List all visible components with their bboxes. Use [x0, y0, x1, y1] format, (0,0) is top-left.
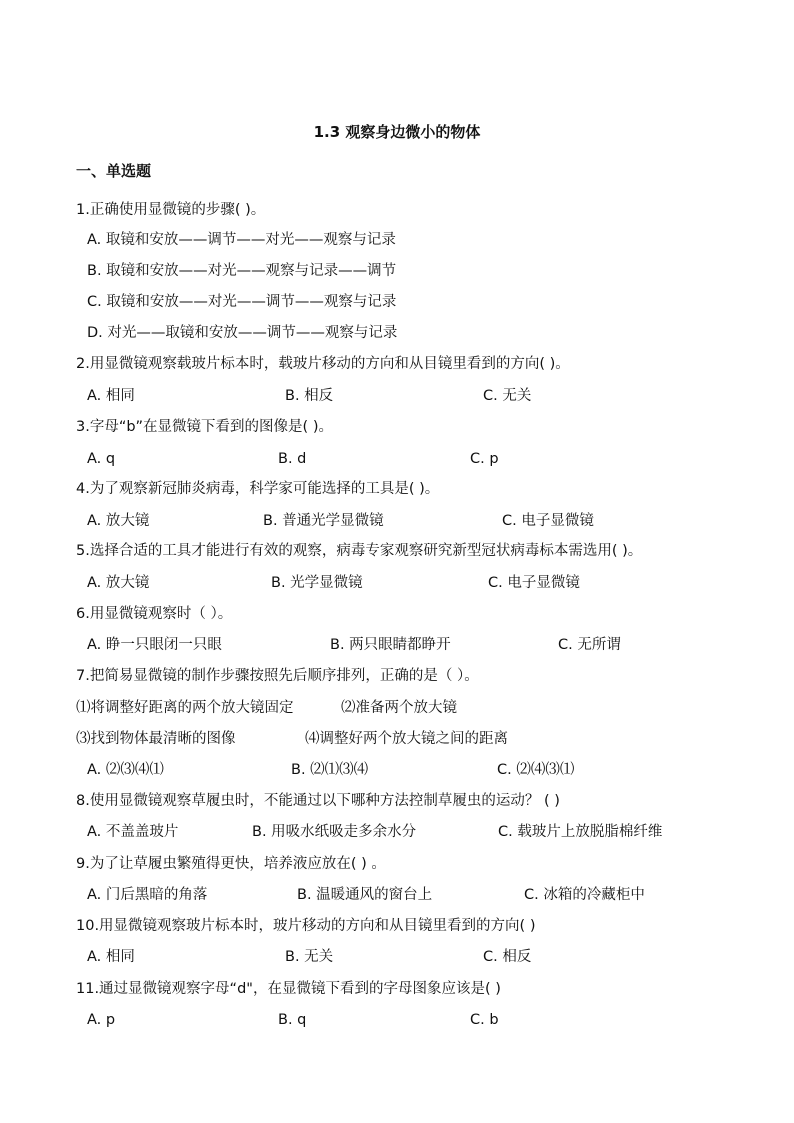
- question-11-stem: 11.通过显微镜观察字母“d"，在显微镜下看到的字母图象应该是( ): [76, 981, 501, 997]
- question-8-option-a: A. 不盖盖玻片: [87, 824, 179, 840]
- question-6-option-b: B. 两只眼睛都睁开: [330, 637, 451, 653]
- question-7-step-3: ⑶找到物体最清晰的图像: [76, 731, 236, 747]
- question-10-option-b: B. 无关: [285, 949, 334, 965]
- page-title: 1.3 观察身边微小的物体: [313, 123, 481, 141]
- question-6-option-c: C. 无所谓: [558, 637, 621, 653]
- question-7-step-1: ⑴将调整好距离的两个放大镜固定: [76, 700, 294, 716]
- question-1-stem: 1.正确使用显微镜的步骤( )。: [76, 202, 266, 218]
- question-4-option-b: B. 普通光学显微镜: [263, 513, 384, 529]
- question-8-option-c: C. 载玻片上放脱脂棉纤维: [498, 824, 663, 840]
- question-6-stem: 6.用显微镜观察时（ ）。: [76, 606, 233, 622]
- question-9-option-a: A. 门后黑暗的角落: [87, 887, 208, 903]
- question-9-option-c: C. 冰箱的冷藏柜中: [524, 887, 645, 903]
- question-4-option-c: C. 电子显微镜: [502, 513, 594, 529]
- question-7-stem: 7.把简易显微镜的制作步骤按照先后顺序排列，正确的是（ ）。: [76, 668, 479, 684]
- question-7-step-2: ⑵准备两个放大镜: [341, 700, 457, 716]
- question-5-option-a: A. 放大镜: [87, 575, 150, 591]
- question-8-stem: 8.使用显微镜观察草履虫时，不能通过以下哪种方法控制草履虫的运动？ ( ): [76, 793, 560, 809]
- question-2-stem: 2.用显微镜观察载玻片标本时，载玻片移动的方向和从目镜里看到的方向( )。: [76, 356, 570, 372]
- question-7-option-a: A. ⑵⑶⑷⑴: [87, 762, 164, 778]
- question-1-option-d: D. 对光——取镜和安放——调节——观察与记录: [87, 325, 398, 341]
- question-6-option-a: A. 睁一只眼闭一只眼: [87, 637, 222, 653]
- question-3-stem: 3.字母“b”在显微镜下看到的图像是( )。: [76, 419, 333, 435]
- question-11-option-c: C. b: [470, 1012, 499, 1028]
- question-1-option-b: B. 取镜和安放——对光——观察与记录——调节: [87, 263, 397, 279]
- question-7-option-c: C. ⑵⑷⑶⑴: [497, 762, 575, 778]
- question-5-stem: 5.选择合适的工具才能进行有效的观察，病毒专家观察研究新型冠状病毒标本需选用( )。: [76, 543, 643, 559]
- question-9-option-b: B. 温暖通风的窗台上: [297, 887, 433, 903]
- question-3-option-a: A. q: [87, 451, 116, 467]
- question-1-option-c: C. 取镜和安放——对光——调节——观察与记录: [87, 294, 397, 310]
- question-3-option-c: C. p: [470, 451, 499, 467]
- question-10-stem: 10.用显微镜观察玻片标本时，玻片移动的方向和从目镜里看到的方向( ): [76, 918, 536, 934]
- question-4-option-a: A. 放大镜: [87, 513, 150, 529]
- question-2-option-b: B. 相反: [285, 388, 334, 404]
- question-4-stem: 4.为了观察新冠肺炎病毒，科学家可能选择的工具是( )。: [76, 481, 440, 497]
- question-5-option-b: B. 光学显微镜: [271, 575, 363, 591]
- question-8-option-b: B. 用吸水纸吸走多余水分: [252, 824, 417, 840]
- section-heading: 一、单选题: [76, 162, 152, 180]
- question-1-option-a: A. 取镜和安放——调节——对光——观察与记录: [87, 232, 396, 248]
- question-7-option-b: B. ⑵⑴⑶⑷: [291, 762, 369, 778]
- question-11-option-a: A. p: [87, 1012, 116, 1028]
- question-7-step-4: ⑷调整好两个放大镜之间的距离: [305, 731, 508, 747]
- question-2-option-a: A. 相同: [87, 388, 135, 404]
- question-3-option-b: B. d: [278, 451, 307, 467]
- question-10-option-c: C. 相反: [483, 949, 532, 965]
- question-5-option-c: C. 电子显微镜: [488, 575, 580, 591]
- question-9-stem: 9.为了让草履虫繁殖得更快，培养液应放在( ) 。: [76, 856, 386, 872]
- question-11-option-b: B. q: [278, 1012, 307, 1028]
- question-2-option-c: C. 无关: [483, 388, 532, 404]
- question-10-option-a: A. 相同: [87, 949, 135, 965]
